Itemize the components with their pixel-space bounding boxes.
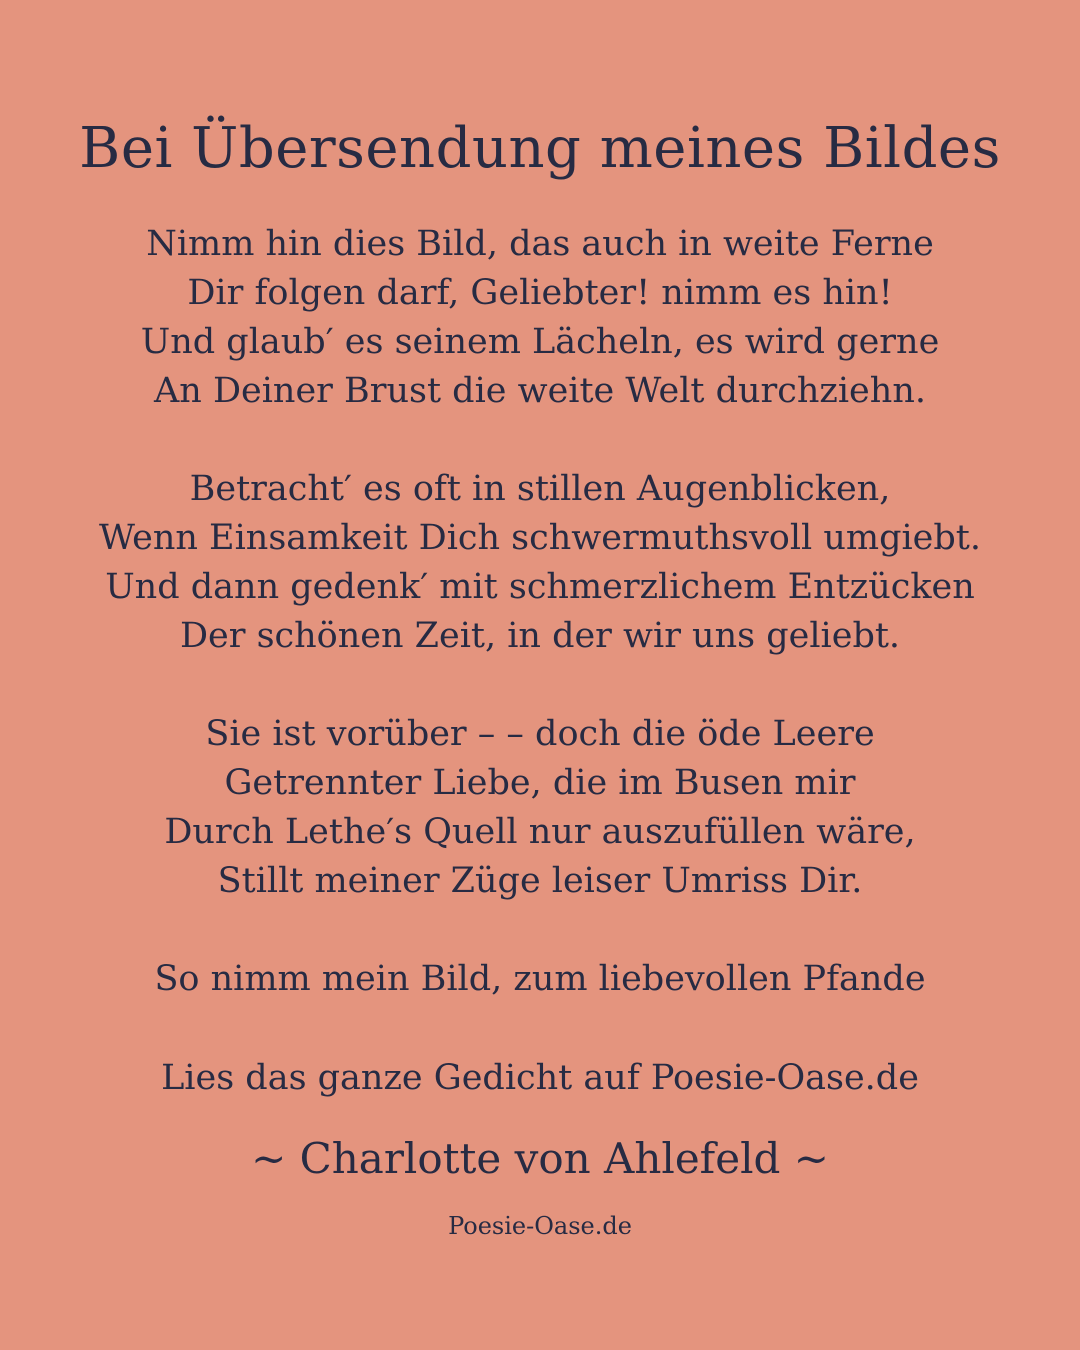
- poem-line: Wenn Einsamkeit Dich schwermuthsvoll umgiebt.: [99, 518, 981, 558]
- poem-line: Und dann gedenk′ mit schmerzlichem Entzücken: [105, 567, 975, 607]
- stanza-4: [0, 955, 1080, 1004]
- poem-line: Stillt meiner Züge leiser Umriss Dir.: [217, 861, 863, 901]
- stanza-3: [0, 710, 1080, 906]
- poem-title: Bei Übersendung meines Bildes: [79, 116, 1001, 181]
- poem-line: Dir folgen darf, Geliebter! nimm es hin!: [187, 273, 893, 313]
- poem-line: Und glaub′ es seinem Lächeln, es wird gerne: [140, 322, 940, 362]
- stanza-1: [0, 220, 1080, 416]
- poem-author: ~ Charlotte von Ahlefeld ~: [251, 1134, 829, 1183]
- poem-line: Betracht′ es oft in stillen Augenblicken,: [189, 469, 891, 509]
- poem-line: Sie ist vorüber – – doch die öde Leere: [205, 714, 875, 754]
- poem-line: Getrennter Liebe, die im Busen mir: [224, 763, 856, 803]
- poem-line: Durch Lethe′s Quell nur auszufüllen wäre,: [164, 812, 916, 852]
- poem-line: Der schönen Zeit, in der wir uns geliebt.: [179, 616, 901, 656]
- poem-line: So nimm mein Bild, zum liebevollen Pfande: [154, 959, 926, 999]
- poem-line: An Deiner Brust die weite Welt durchziehn.: [154, 371, 926, 411]
- stanza-2: [0, 465, 1080, 661]
- site-watermark: Poesie-Oase.de: [448, 1212, 632, 1240]
- poem-line: Nimm hin dies Bild, das auch in weite Ferne: [146, 224, 934, 264]
- read-full-poem-note: Lies das ganze Gedicht auf Poesie-Oase.de: [161, 1058, 919, 1098]
